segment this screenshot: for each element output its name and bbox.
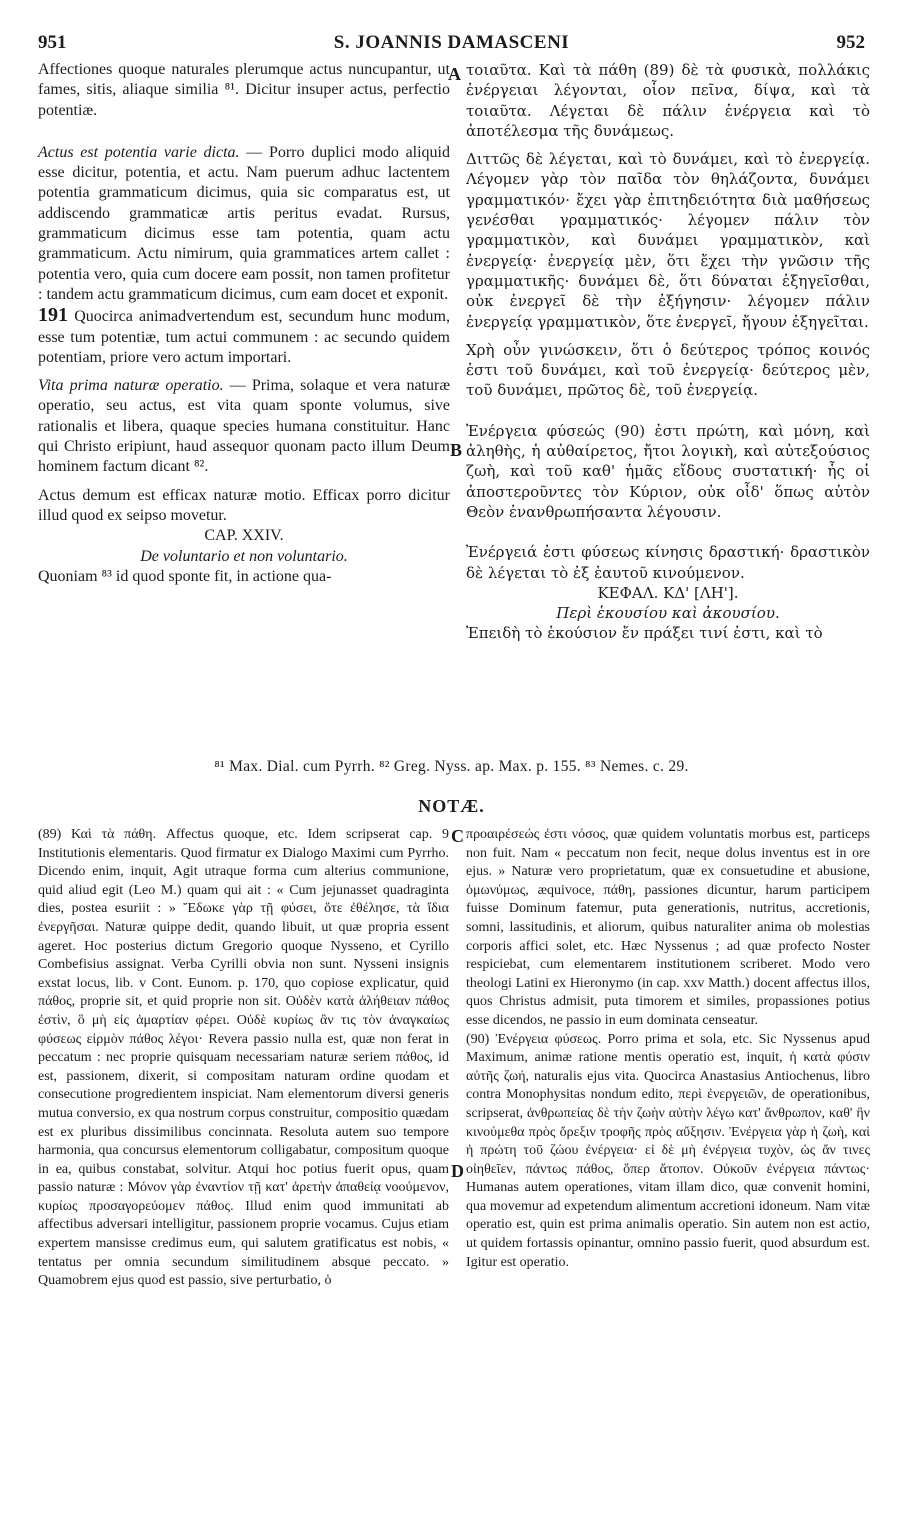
running-header — [38, 32, 865, 58]
section-marker-b: B — [450, 440, 463, 460]
section-marker-c: C — [451, 826, 464, 846]
latin-sidenote-heading: Actus est potentia varie dicta. — [38, 143, 240, 161]
latin-paragraph: 191 Quocirca animadvertendum est, secundum hunc modum, esse tum potentiæ, tum actui communem : ac secundo quidem potentiam, priore vero actum importari. — [38, 304, 450, 366]
note-paragraph: (90) Ἐνέργεια φύσεως. Porro prima et sola, etc. Sic Nyssenus apud Maximum, animæ ratione mentis operatio est, inquit, ἡ κατὰ φύσιν αὐτῆς ζωή, naturalis ejus vita. Quocirca Anastasius Antiochenus, libro contra Monophysitas nondum edito, περὶ ἐνεργειῶν, de operationibus, scripserat, ἀνθρωπείας δὲ τὴν ζωὴν αὐτὴν λέγω κατ' ἄνθρωπον, καθ' ἣν κινούμεθα πρὸς ὄρεξιν τροφῆς πρὸς αὔξησιν. Ἐνέργεια γὰρ ἡ ζωὴ, καὶ ἡ πρώτη τοῦ ζώου ἐνέργεια· εἰ δὲ μὴ ἐνέργεια τυχὸν, ὡς ἄν τινες οἰηθεῖεν, πάντως πάθος, ὅπερ ἄτοπον. Οὐκοῦν ἐνέργεια πάντως· Humanas autem operationes, vitam illam dico, quæ convenit homini, qua movemur ad expetendum alimentum accretioni idoneum. Nam vitæ operatio est, quin est prima animalis operatio. Sin autem non est actio, ut quidem fortassis opinantur, omnino passio fuerit, quod absurdum est. Igitur est operatio. — [466, 1031, 870, 1270]
chapter-subheading: Περὶ ἑκουσίου καὶ ἀκουσίου. — [556, 604, 780, 623]
greek-column — [466, 60, 870, 644]
chapter-heading: CAP. XXIV. — [204, 527, 284, 545]
notes-right-column — [466, 826, 870, 1272]
latin-sidenote-heading: Vita prima naturæ operatio. — [38, 377, 224, 395]
latin-paragraph: Quoniam ⁸³ id quod sponte fit, in actione qua- — [38, 567, 332, 585]
greek-paragraph: Ἐνέργεια φύσεώς (90) ἐστι πρώτη, καὶ μόνη, καὶ ἀληθὴς, ἡ αὐθαίρετος, ἤτοι λογικὴ, καὶ αὐτεξούσιος ζωὴ, καὶ τοῦ καθ' ἡμᾶς εἴδους συστατική· ἧς οἱ ἀποστεροῦντες τὸν Κύριον, οὐκ οἶδ' ὅπως αὐτὸν Θεὸν ἐνανθρωπήσαντα λέγουσιν. — [466, 421, 870, 521]
latin-paragraph: Affectiones quoque naturales plerumque actus nuncupantur, ut fames, sitis, aliaque similia ⁸¹. Dicitur insuper actus, perfectio potentiæ. — [38, 61, 450, 119]
note-paragraph: (89) Καὶ τὰ πάθη. Affectus quoque, etc. Idem scripserat cap. 9 Institutionis elementaris. Quod firmatur ex Dialogo Maximi cum Pyrrho. Dicendo enim, inquit, Agit utraque forma cum alterius communione, quid aliud egit (Leo M.) quam qui ait : « Cum jejunasset quadraginta dies, postea esuriit : » Ἔδωκε γὰρ τῇ φύσει, ὅτε ἐθέλησε, τὰ ἴδια ἐνεργῆσαι. Naturæ quippe dedit, quando libuit, ut quæ propria essent ageret. Hoc posterius dictum Gregorio quoque Nysseno, et Cyrillo Combefisius assignat. Verba Cyrilli obvia non sunt. Nysseni insignis exstat locus, lib. v Cont. Eunom. p. 170, quo copiose explicatur, quid πάθος, proprie sit, et quid proprie non sit. Οὐδὲν κατὰ ἀλήθειαν πάθος ἐστὶν, ὃ μὴ εἰς ἁμαρτίαν φέρει. Οὐδὲ κυρίως ἂν τις τὸν ἀναγκαίως φύσεως εἱρμὸν πάθος λέγοι· Revera passio nulla est, quæ non ferat in peccatum : nec proprie quisquam necessariam naturæ seriem πάθος, id est, passionem, dixerit, si compositam naturam ordine quodam et consecutione progredientem inspiciat. Nam elementorum diversi generis mutua conversio, ex qua nostrum corpus construitur, compositio quædam est ex pluribus dissimilibus concinnata. Resoluta autem suo tempore harmonia, qua concursus elementorum colligabatur, compositum quoque in ea, quibus constabat, solvitur. Atqui hoc potius fuerit opus, quam passio naturæ : Μόνον γὰρ ἐναντίον τῇ κατ' ἀρετὴν ἀπαθείᾳ νοούμενον, κυρίως προσαγορεύομεν πάθος. Illud enim quod immunitati ab affectibus adversari intelligitur, passionem proprie vocamus. Cujus etiam expertem mansisse credimus eum, qui salutem gratificatus est nobis, « tentatus per omnia secundum similitudinem absque peccato. » Quamobrem ejus quod est passio, sive perturbatio, ὁ — [38, 827, 449, 1289]
section-marker-d: D — [451, 1161, 464, 1181]
latin-paragraph: Actus est potentia varie dicta. — Porro duplici modo aliquid esse dicitur, potentia, et actu. Nam puerum adhuc lactentem potentia grammaticum dicimus, quia sic comparatus est, ut addiscendo grammaticæ artis peritus evadat. Rursus, grammaticum dicimus esse tam potentia, quam actu grammaticum. Actu nimirum, quia grammatices artem callet : potentia vero, quia cum docere eam possit, non tamen profitetur : tandem actu grammaticum dicimus, cum eam docet et exponit. — [38, 143, 451, 303]
notes-left-column — [38, 826, 449, 1291]
greek-paragraph: τοιαῦτα. Καὶ τὰ πάθη (89) δὲ τὰ φυσικὰ, πολλάκις ἐνέργειαι λέγονται, οἷον πεῖνα, δίψα, καὶ τὰ τοιαῦτα. Λέγεται δὲ πάλιν ἐνέργεια καὶ τὸ ἀποτέλεσμα τῆς δυνάμεως. — [466, 61, 870, 140]
note-paragraph: προαιρέσεώς ἐστι νόσος, quæ quidem voluntatis morbus est, particeps non fuit. Nam « peccatum non fecit, neque dolus inventus est in ore ejus. » Naturæ vero proprietatum, quæ ex consuetudine et abusione, ὁμωνύμως, æquivoce, πάθη, passiones dicuntur, harum participem fuisse Dominum fatemur, puta generationis, nutritus, accretionis, somni, lassitudinis, et aliorum, quibus naturaliter anima ob molestias corporis affici solet, etc. Hæc Nyssenus ; ad quæ profecto Noster respiciebat, cum elementarem institutionem scriberet. Modo vero theologi Latini ex Hieronymo (in cap. xxv Matth.) docent affectus illos, quos Christus admisit, puta timorem et similes, propassiones potius esse dicendos, ne passio in eum dominata censeatur. — [466, 827, 870, 1028]
greek-paragraph: Διττῶς δὲ λέγεται, καὶ τὸ δυνάμει, καὶ τὸ ἐνεργείᾳ. Λέγομεν γὰρ τὸν παῖδα τὸν θηλάζοντα, δυνάμει γραμματικόν· ἔχει γὰρ ἐπιτηδειότητα διὰ μαθήσεως γενέσθαι γραμματικός· λέγομεν πάλιν τὸν γραμματικὸν, καὶ δυνάμει γραμματικὸν, καὶ ἐνεργείᾳ· ἐνεργείᾳ μὲν, ὅτι ἔχει τὴν γνῶσιν τῆς γραμματικῆς· δυνάμει δὲ, ὅτι δύναται ἐξηγεῖσθαι, οὐκ ἐνεργεῖ δὲ τὴν ἐξήγησιν· λέγομεν πάλιν ἐνεργείᾳ γραμματικὸν, ὅτε ἐνεργεῖ, ἤγουν ἐξηγεῖται. — [466, 150, 870, 331]
greek-paragraph: Χρὴ οὖν γινώσκειν, ὅτι ὁ δεύτερος τρόπος κοινός ἐστι τοῦ δυνάμει, καὶ τοῦ ἐνεργείᾳ· δεύτερος μὲν, τοῦ δυνάμει, πρῶτος δὲ, τοῦ ἐνεργείᾳ. — [466, 340, 870, 400]
running-title: S. JOANNIS DAMASCENI — [333, 32, 570, 53]
page-number-right: 952 — [836, 32, 865, 53]
footnotes: ⁸¹ Max. Dial. cum Pyrrh. ⁸² Greg. Nyss. ap. Max. p. 155. ⁸³ Nemes. c. 29. — [214, 758, 689, 775]
latin-paragraph: Actus demum est efficax naturæ motio. Efficax porro dicitur illud quod ex seipso movetur. — [38, 486, 450, 524]
notes-title: NOTÆ. — [418, 796, 485, 816]
page-number-left: 951 — [38, 32, 67, 53]
latin-column — [38, 60, 450, 587]
section-marker-a: A — [448, 64, 461, 84]
chapter-subheading: De voluntario et non voluntario. — [140, 547, 348, 565]
section-number: 191 — [38, 304, 68, 327]
chapter-heading: ΚΕΦΑΛ. ΚΔ' [ΛΗ']. — [597, 583, 739, 602]
greek-paragraph: Ἐνέργειά ἐστι φύσεως κίνησις δραστική· δραστικὸν δὲ λέγεται τὸ ἐξ ἑαυτοῦ κινούμενον. — [466, 543, 870, 582]
latin-paragraph: Vita prima naturæ operatio. — Prima, solaque et vera naturæ operatio, seu actus, est vita quam sponte volumus, sive rationalis et libera, quaque species humana constituitur. Hanc qui Christo eripiunt, haud assequor quonam pacto illum Deum hominem factum dicant ⁸². — [38, 377, 451, 476]
greek-paragraph: Ἐπειδὴ τὸ ἑκούσιον ἔν πράξει τινί ἐστι, καὶ τὸ — [466, 624, 823, 643]
